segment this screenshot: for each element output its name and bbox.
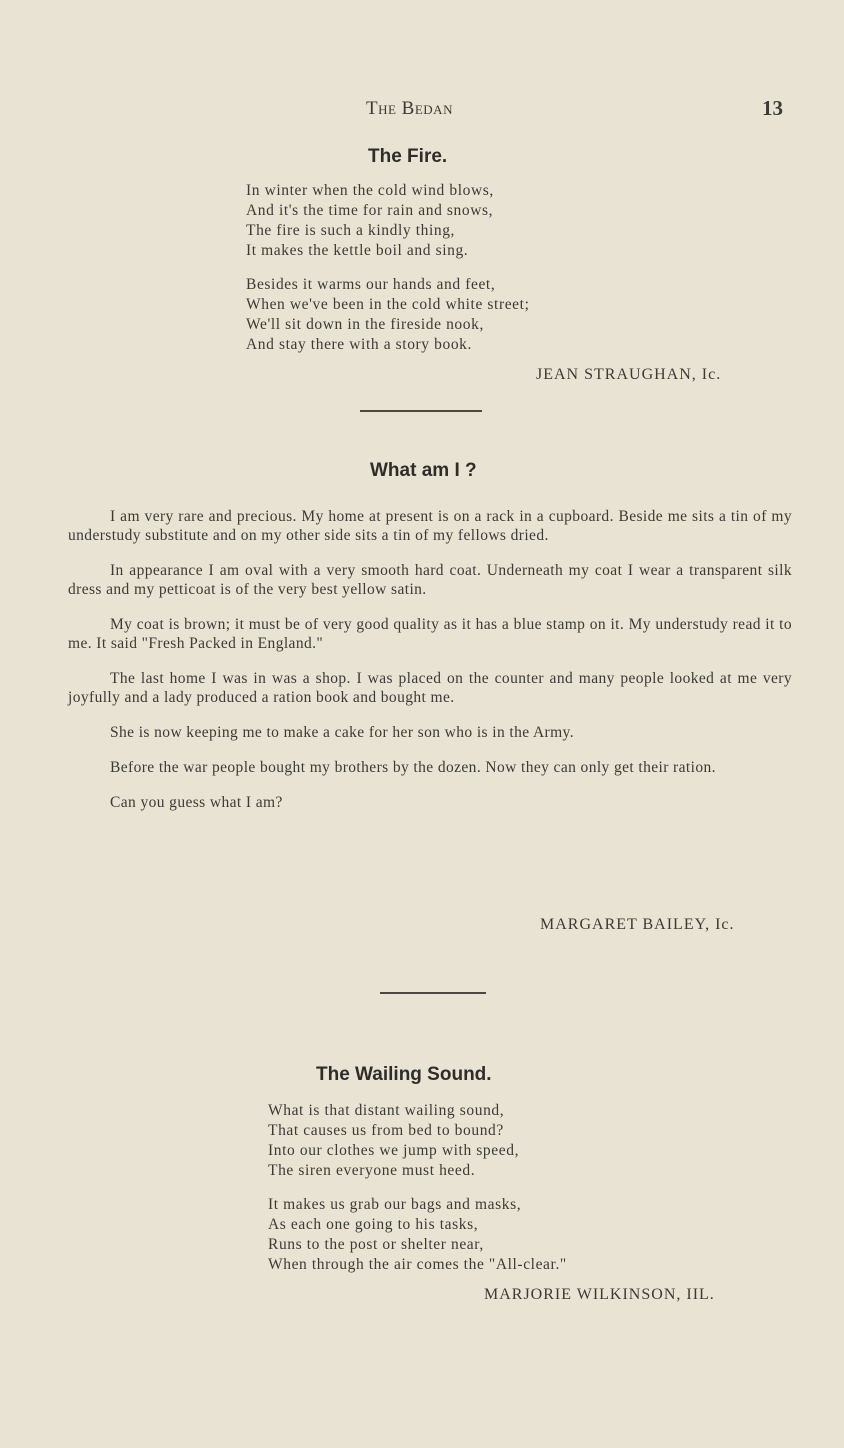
poem-wailing-author: MARJORIE WILKINSON, IIL. — [484, 1286, 715, 1303]
prose-what-title: What am I ? — [370, 460, 477, 481]
verse-line: That causes us from bed to bound? — [268, 1122, 504, 1139]
poem-wailing-body — [268, 1101, 567, 1289]
verse-line: It makes us grab our bags and masks, — [268, 1196, 522, 1213]
page-number: 13 — [762, 96, 783, 120]
poem-fire-stanza-2 — [246, 275, 529, 355]
verse-line: The fire is such a kindly thing, — [246, 222, 456, 239]
verse-line: When we've been in the cold white street; — [246, 296, 530, 313]
verse-line: And stay there with a story book. — [246, 336, 472, 353]
poem-fire-title: The Fire. — [368, 146, 448, 167]
prose-paragraph: The last home I was in was a shop. I was placed on the counter and many people looked at me very joyfully and a lady produced a ration book and bought me. — [68, 670, 792, 706]
prose-paragraph: My coat is brown; it must be of very good quality as it has a blue stamp on it. My understudy read it to me. It said "Fresh Packed in England." — [68, 616, 792, 652]
verse-line: Besides it warms our hands and feet, — [246, 276, 496, 293]
prose-what-author: MARGARET BAILEY, Ic. — [540, 916, 735, 933]
verse-line: We'll sit down in the fireside nook, — [246, 316, 484, 333]
poem-fire-body — [246, 181, 529, 369]
prose-paragraph: I am very rare and precious. My home at present is on a rack in a cupboard. Beside me sits a tin of my understudy substitute and on my other side sits a tin of my fellows dried. — [68, 508, 792, 544]
section-divider — [360, 410, 482, 412]
section-divider — [380, 992, 486, 994]
prose-paragraph: Before the war people bought my brothers by the dozen. Now they can only get their ration. — [110, 759, 716, 776]
poem-fire-author: JEAN STRAUGHAN, Ic. — [536, 366, 722, 383]
verse-line: And it's the time for rain and snows, — [246, 202, 494, 219]
prose-paragraph: Can you guess what I am? — [110, 794, 283, 811]
running-title: The Bedan — [366, 98, 453, 119]
verse-line: When through the air comes the "All-clear." — [268, 1256, 567, 1273]
poem-wailing-stanza-2 — [268, 1195, 567, 1275]
poem-wailing-title: The Wailing Sound. — [316, 1064, 492, 1085]
prose-what-body — [68, 507, 792, 828]
verse-line: In winter when the cold wind blows, — [246, 182, 494, 199]
poem-wailing-stanza-1 — [268, 1101, 567, 1181]
verse-line: As each one going to his tasks, — [268, 1216, 479, 1233]
poem-fire-stanza-1 — [246, 181, 529, 261]
verse-line: Into our clothes we jump with speed, — [268, 1142, 520, 1159]
verse-line: Runs to the post or shelter near, — [268, 1236, 484, 1253]
verse-line: The siren everyone must heed. — [268, 1162, 476, 1179]
verse-line: What is that distant wailing sound, — [268, 1102, 505, 1119]
verse-line: It makes the kettle boil and sing. — [246, 242, 469, 259]
prose-paragraph: She is now keeping me to make a cake for her son who is in the Army. — [110, 724, 574, 741]
prose-paragraph: In appearance I am oval with a very smooth hard coat. Underneath my coat I wear a transparent silk dress and my petticoat is of the very best yellow satin. — [68, 562, 792, 598]
